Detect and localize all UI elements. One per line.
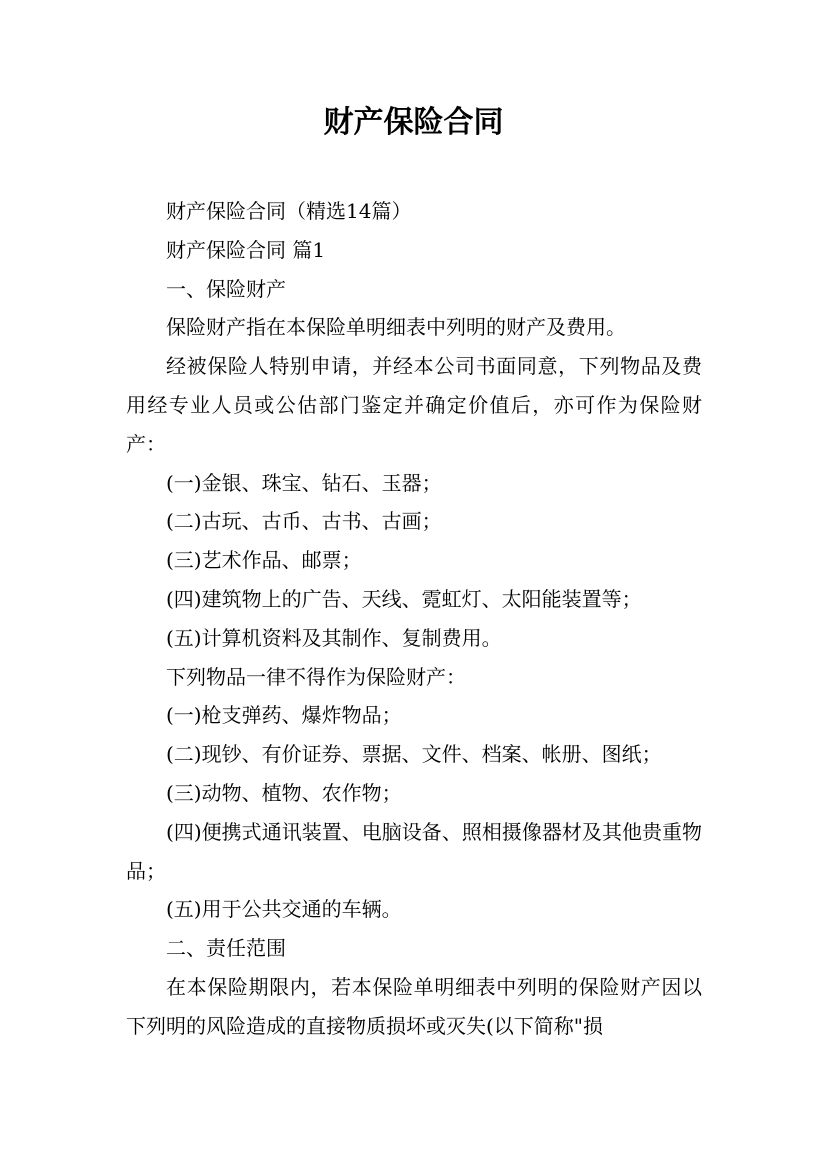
list-item: (三)动物、植物、农作物； — [166, 780, 402, 805]
paragraph: 保险财产指在本保险单明细表中列明的财产及费用。 — [166, 315, 626, 340]
paragraph-section-heading: 财产保险合同 篇1 — [166, 237, 326, 262]
paragraph: 经被保险人特别申请，并经本公司书面同意，下列物品及费用经专业人员或公估部门鉴定并确定价值后，亦可作为保险财产： — [126, 354, 702, 456]
list-item: (二)古玩、古币、古书、古画； — [166, 509, 442, 534]
list-item: (四)便携式通讯装置、电脑设备、照相摄像器材及其他贵重物品； — [126, 819, 702, 883]
document-title: 财产保险合同 — [323, 105, 504, 140]
list-item: (四)建筑物上的广告、天线、霓虹灯、太阳能装置等； — [166, 586, 642, 611]
paragraph-heading-liability-scope: 二、责任范围 — [166, 936, 286, 961]
list-item: (五)用于公共交通的车辆。 — [166, 897, 402, 922]
list-item: (三)艺术作品、邮票； — [166, 548, 362, 573]
paragraph-heading-insured-property: 一、保险财产 — [166, 276, 286, 301]
list-item: (五)计算机资料及其制作、复制费用。 — [166, 625, 502, 650]
list-item: (二)现钞、有价证券、票据、文件、档案、帐册、图纸； — [166, 742, 662, 767]
paragraph: 下列物品一律不得作为保险财产： — [166, 664, 466, 689]
paragraph-subtitle: 财产保险合同（精选14篇） — [166, 199, 412, 223]
paragraph: 在本保险期限内，若本保险单明细表中列明的保险财产因以下列明的风险造成的直接物质损坏或灭失(以下简称"损 — [126, 974, 702, 1038]
list-item: (一)金银、珠宝、钻石、玉器； — [166, 470, 442, 495]
list-item: (一)枪支弹药、爆炸物品； — [166, 703, 402, 728]
document-body — [126, 192, 702, 1046]
